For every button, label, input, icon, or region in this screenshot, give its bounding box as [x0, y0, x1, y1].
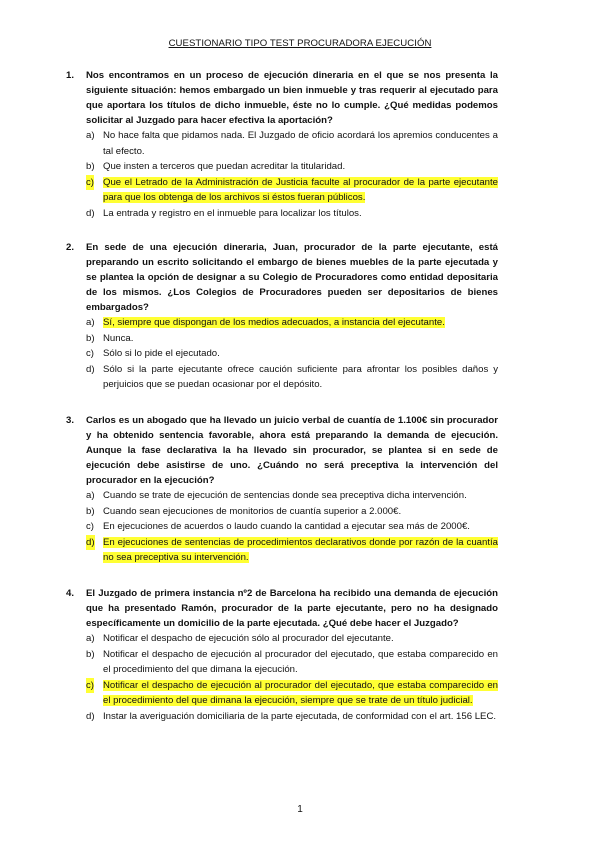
option-text-highlighted: Notificar el despacho de ejecución al procurador del ejecutado, que estaba comparecido en el procedimiento del que dimana la ejecución, siempre que se trate de un título judicial. — [103, 679, 498, 706]
option-letter: c) — [86, 521, 94, 532]
option-letter: a) — [86, 633, 95, 644]
option-letter: d) — [86, 535, 95, 551]
option-letter: c) — [86, 678, 94, 694]
question-number: 4. — [66, 588, 75, 599]
option-b — [86, 504, 498, 520]
option-a — [86, 128, 498, 159]
option-letter: b) — [86, 505, 95, 517]
question-3 — [66, 413, 498, 566]
option-text: Instar la averiguación domiciliaria de la parte ejecutada, de conformidad con el art. 156 LEC. — [103, 710, 497, 722]
question-text: Carlos es un abogado que ha llevado un juicio verbal de cuantía de 1.100€ sin procurador y ha obtenido sentencia favorable, ahora está preparando la demanda de ejecución. Aunque la fase declarativa la ha llevado sin procurador, se plantea si en sede de ejecución debe asistirse de uno. ¿Cuándo no será preceptiva la intervención del procurador en la ejecución? — [86, 415, 498, 486]
option-text: Notificar el despacho de ejecución sólo al procurador del ejecutante. — [103, 633, 394, 644]
option-d-highlighted — [86, 535, 498, 566]
option-text: Notificar el despacho de ejecución al procurador del ejecutado, que estaba comparecido en el procedimiento del que dimana la ejecución. — [103, 648, 498, 675]
option-list — [86, 488, 498, 566]
question-text: En sede de una ejecución dineraria, Juan, procurador de la parte ejecutante, está preparando un escrito solicitando el embargo de bienes muebles de la parte ejecutada y se plantea la opción de designar a su Colegio de Procuradores como entidad depositaria de los mismos. ¿Los Colegios de Procuradores pueden ser depositarios de bienes embargados? — [86, 242, 498, 313]
question-1 — [66, 68, 498, 221]
option-a — [86, 631, 498, 647]
option-list — [86, 631, 498, 724]
option-letter: b) — [86, 161, 95, 172]
question-4 — [66, 586, 498, 724]
option-text-highlighted: Que el Letrado de la Administración de Justicia faculte al procurador de la parte ejecutante para que los obtenga de los archivos si éstos fueran públicos. — [103, 176, 498, 203]
page-number: 1 — [297, 804, 303, 815]
option-text: Nunca. — [103, 332, 134, 344]
option-text-highlighted: Sí, siempre que dispongan de los medios adecuados, a instancia del ejecutante. — [103, 317, 445, 328]
option-text: No hace falta que pidamos nada. El Juzgado de oficio acordará los apremios conducentes a tal efecto. — [103, 130, 498, 157]
option-b — [86, 647, 498, 678]
option-letter: a) — [86, 130, 95, 141]
option-letter: c) — [86, 348, 94, 359]
option-text: Que insten a terceros que puedan acreditar la titularidad. — [103, 161, 346, 172]
option-letter: d) — [86, 710, 95, 722]
question-number: 3. — [66, 415, 75, 426]
question-text: Nos encontramos en un proceso de ejecución dineraria en el que se nos presenta la siguiente situación: hemos embargado un bien inmueble y tras requerir al ejecutado para que aportara los títulos de dicho inmueble, éste no lo cumple. ¿Qué medidas podemos solicitar al Juzgado para hacer efectiva la aportación? — [86, 70, 498, 126]
option-letter: a) — [86, 317, 95, 328]
option-letter: b) — [86, 648, 95, 660]
question-number: 2. — [66, 242, 75, 253]
option-list — [86, 315, 498, 393]
option-letter: d) — [86, 207, 95, 219]
option-list — [86, 128, 498, 221]
document-title: CUESTIONARIO TIPO TEST PROCURADORA EJECUCIÓN — [168, 38, 432, 49]
question-number: 1. — [66, 70, 75, 81]
option-text-highlighted: En ejecuciones de sentencias de procedimientos declarativos donde por razón de la cuantía no sea preceptiva su intervención. — [103, 536, 498, 563]
option-c-highlighted — [86, 678, 498, 709]
option-c — [86, 346, 498, 362]
option-a — [86, 488, 498, 504]
option-d — [86, 206, 498, 222]
option-text: La entrada y registro en el inmueble para localizar los títulos. — [103, 207, 362, 219]
option-letter: c) — [86, 175, 94, 191]
question-2 — [66, 240, 498, 393]
question-text: El Juzgado de primera instancia nº2 de Barcelona ha recibido una demanda de ejecución que ha presentado Ramón, procurador de la parte ejecutante, pero no ha designado específicamente un domicilio de la parte ejecutada. ¿Qué debe hacer el Juzgado? — [86, 588, 498, 629]
option-d — [86, 362, 498, 393]
option-a-highlighted — [86, 315, 498, 331]
option-text: Cuando se trate de ejecución de sentencias donde sea preceptiva dicha intervención. — [103, 490, 467, 501]
option-text: En ejecuciones de acuerdos o laudo cuando la cantidad a ejecutar sea más de 2000€. — [103, 521, 470, 532]
option-c — [86, 519, 498, 535]
option-letter: a) — [86, 490, 95, 501]
option-letter: d) — [86, 363, 95, 375]
option-b — [86, 159, 498, 175]
option-text: Sólo si lo pide el ejecutado. — [103, 348, 220, 359]
option-c-highlighted — [86, 175, 498, 206]
option-letter: b) — [86, 332, 95, 344]
option-d — [86, 709, 498, 725]
option-b — [86, 331, 498, 347]
option-text: Cuando sean ejecuciones de monitorios de cuantía superior a 2.000€. — [103, 505, 402, 517]
option-text: Sólo si la parte ejecutante ofrece caución suficiente para afrontar los posibles daños y perjuicios que se puedan ocasionar por el depósito. — [103, 363, 498, 390]
